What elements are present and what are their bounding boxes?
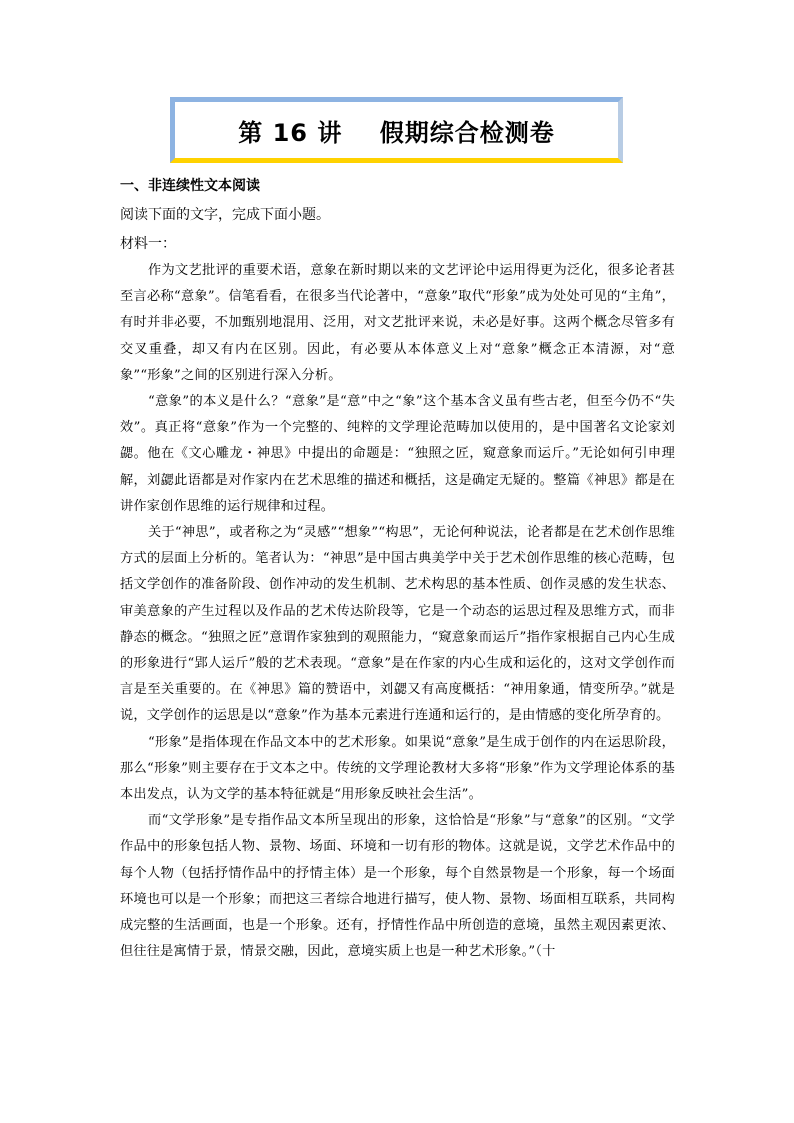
title-box [170, 97, 623, 163]
document-title: 第 16 讲 假期综合检测卷 [238, 118, 555, 147]
paragraph-2: “意象”的本义是什么？“意象”是“意”中之“象”这个基本含义虽有些古老，但至今仍不“失效”。真正将“意象”作为一个完整的、纯粹的文学理论范畴加以使用的，是中国著名文论家刘勰。他在《文心雕龙・神思》中提出的命题是：“独照之匠，窥意象而运斤。”无论如何引申理解，刘勰此语都是对作家内在艺术思维的描述和概括，这是确定无疑的。整篇《神思》都是在讲作家创作思维的运行规律和过程。 [120, 394, 675, 514]
paragraph-1: 作为文艺批评的重要术语，意象在新时期以来的文艺评论中运用得更为泛化，很多论者甚至言必称“意象”。信笔看看，在很多当代论著中，“意象”取代“形象”成为处处可见的“主角”，有时并非必要，不加甄别地混用、泛用，对文艺批评来说，未必是好事。这两个概念尽管多有交叉重叠，却又有内在区别。因此，有必要从本体意义上对“意象”概念正本清源，对“意象”“形象”之间的区别进行深入分析。 [120, 263, 675, 383]
paragraph-3: 关于“神思”，或者称之为“灵感”“想象”“构思”，无论何种说法，论者都是在艺术创作思维方式的层面上分析的。笔者认为：“神思”是中国古典美学中关于艺术创作思维的核心范畴，包括文学创作的准备阶段、创作冲动的发生机制、艺术构思的基本性质、创作灵感的发生状态、审美意象的产生过程以及作品的艺术传达阶段等，它是一个动态的运思过程及思维方式，而非静态的概念。“独照之匠”意谓作家独到的观照能力，“窥意象而运斤”指作家根据自己内心生成的形象进行“郢人运斤”般的艺术表现。“意象”是在作家的内心生成和运化的，这对文学创作而言是至关重要的。在《神思》篇的赞语中，刘勰又有高度概括：“神用象通，情变所孕。”就是说，文学创作的运思是以“意象”作为基本元素进行连通和运行的，是由情感的变化所孕育的。 [120, 525, 675, 724]
paragraph-5: 而“文学形象”是专指作品文本所呈现出的形象，这恰恰是“形象”与“意象”的区别。“文学作品中的形象包括人物、景物、场面、环境和一切有形的物体。这就是说，文学艺术作品中的每个人物（包括抒情作品中的抒情主体）是一个形象，每个自然景物是一个形象，每一个场面环境也可以是一个形象；而把这三者综合地进行描写，使人物、景物、场面相互联系，共同构成完整的生活画面，也是一个形象。还有，抒情性作品中所创造的意境，虽然主观因素更浓、但往往是寓情于景，情景交融，因此，意境实质上也是一种艺术形象。”（十 [120, 813, 675, 960]
section-heading: 一、非连续性文本阅读 [120, 178, 260, 194]
paragraph-4: “形象”是指体现在作品文本中的艺术形象。如果说“意象”是生成于创作的内在运思阶段，那么“形象”则主要存在于文本之中。传统的文学理论教材大多将“形象”作为文学理论体系的基本出发点，认为文学的基本特征就是“用形象反映社会生活”。 [120, 734, 675, 803]
article-body [120, 258, 675, 965]
instruction-text: 阅读下面的文字，完成下面小题。 [120, 207, 330, 223]
material-label: 材料一： [120, 236, 176, 252]
